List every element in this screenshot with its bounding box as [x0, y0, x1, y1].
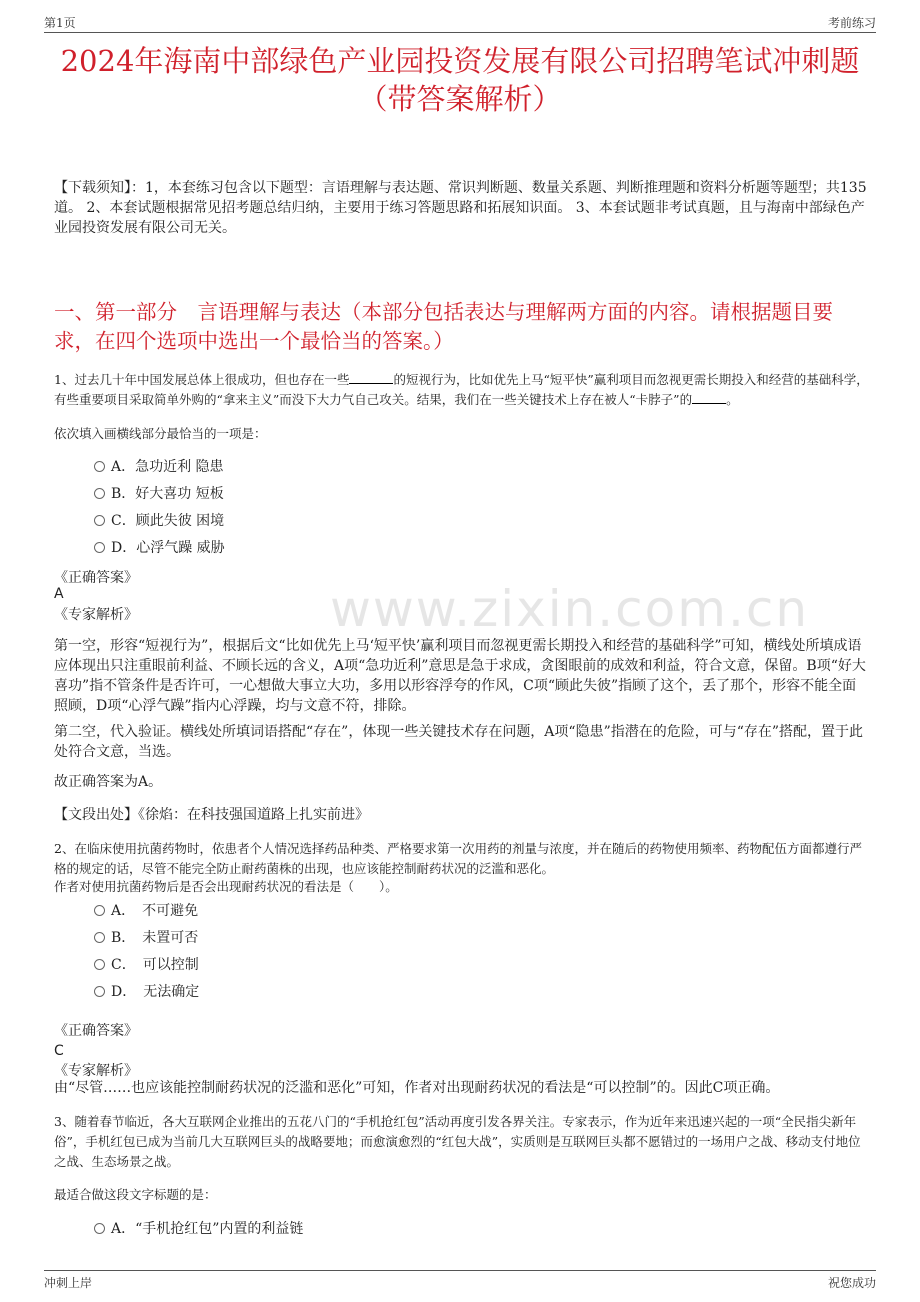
radio-icon[interactable]	[94, 1223, 105, 1234]
section-heading: 一、第一部分 言语理解与表达（本部分包括表达与理解两方面的内容。请根据题目要求，在四个选项中选出一个最恰当的答案。）	[54, 300, 833, 353]
q1-source: 【文段出处】《徐焰：在科技强国道路上扎实前进》	[54, 807, 369, 823]
q2-analysis: 由“尽管……也应该能控制耐药状况的泛滥和恶化”可知，作者对出现耐药状况的看法是“可以控制”的。因此C项正确。	[54, 1080, 780, 1096]
page-footer	[44, 1270, 876, 1291]
q1-analysis-para-3: 故正确答案为A。	[54, 774, 163, 790]
q1-analysis-label: 《专家解析》	[54, 607, 138, 623]
download-notice: 【下载须知】：1，本套练习包含以下题型：言语理解与表达题、常识判断题、数量关系题、判断推理题和资料分析题等题型；共135道。 2、本套试题根据常见招考题总结归纳，主要用于练习答题思路和拓展知识面。 3、本套试题非考试真题，且与海南中部绿色产业园投资发展有限公司无关。	[54, 180, 867, 236]
question-1-prompt: 依次填入画横线部分最恰当的一项是：	[54, 426, 267, 441]
question-2-text: 2、在临床使用抗菌药物时，依患者个人情况选择药品种类、严格要求第一次用药的剂量与浓度，并在随后的药物使用频率、药物配伍方面都遵行严格的规定的话，尽管不能完全防止耐药菌株的出现，也应该能控制耐药状况的泛滥和恶化。	[54, 841, 862, 876]
radio-icon[interactable]	[94, 488, 105, 499]
q2-option-c[interactable]: C． 可以控制	[94, 955, 199, 975]
q1-analysis-para-1: 第一空，形容“短视行为”，根据后文“比如优先上马‘短平快’赢利项目而忽视更需长期投入和经营的基础科学”可知，横线处所填成语应体现出只注重眼前利益、不顾长远的含义，A项“急功近利”意思是急于求成，贪图眼前的成效和利益，符合文意，保留。B项“好大喜功”指不管条件是否许可，一心想做大事立大功，多用以形容浮夸的作风，C项“顾此失彼”指顾了这个，丢了那个，形容不能全面照顾，D项“心浮气躁”指内心浮躁，均与文意不符，排除。	[54, 638, 866, 714]
page-header	[44, 14, 876, 33]
q1-option-d[interactable]: D．心浮气躁 威胁	[94, 538, 225, 558]
q2-option-a[interactable]: A． 不可避免	[94, 901, 198, 921]
question-3-prompt: 最适合做这段文字标题的是：	[54, 1187, 217, 1202]
question-3-text: 3、随着春节临近，各大互联网企业推出的五花八门的“手机抢红包”活动再度引发各界关注。专家表示，作为近年来迅速兴起的一项“全民指尖新年俗”，手机红包已成为当前几大互联网巨头的战略要地；而愈演愈烈的“红包大战”，实质则是互联网巨头都不愿错过的一场用户之战、移动支付地位之战、生态场景之战。	[54, 1114, 861, 1169]
radio-icon[interactable]	[94, 542, 105, 553]
page-number: 第1页	[44, 16, 76, 30]
q1-option-c[interactable]: C．顾此失彼 困境	[94, 511, 224, 531]
q2-option-d[interactable]: D． 无法确定	[94, 982, 199, 1002]
q1-option-a[interactable]: A．急功近利 隐患	[94, 457, 224, 477]
radio-icon[interactable]	[94, 461, 105, 472]
q3-option-a[interactable]: A．“手机抢红包”内置的利益链	[94, 1219, 303, 1239]
q2-analysis-label: 《专家解析》	[54, 1063, 138, 1079]
radio-icon[interactable]	[94, 905, 105, 916]
document-title	[40, 42, 880, 118]
radio-icon[interactable]	[94, 515, 105, 526]
question-2-prompt: 作者对使用抗菌药物后是否会出现耐药状况的看法是（ ）。	[54, 879, 398, 894]
header-label: 考前练习	[827, 16, 876, 30]
question-1-text: 1、过去几十年中国发展总体上很成功，但也存在一些 的短视行为，比如优先上马“短平快”赢利项目而忽视更需长期投入和经营的基础科学，有些重要项目采取简单外购的“拿来主义”而没下大力气自己攻关。结果，我们在一些关键技术上存在被人“卡脖子”的 。	[54, 372, 869, 407]
title-line-1: 2024年海南中部绿色产业园投资发展有限公司招聘笔试冲刺题	[60, 44, 860, 78]
q2-answer-label: 《正确答案》	[54, 1023, 138, 1039]
radio-icon[interactable]	[94, 959, 105, 970]
radio-icon[interactable]	[94, 932, 105, 943]
q1-analysis-para-2: 第二空，代入验证。横线处所填词语搭配“存在”，体现一些关键技术存在问题，A项“隐患”指潜在的危险，可与“存在”搭配，置于此处符合文意，当选。	[54, 724, 864, 760]
radio-icon[interactable]	[94, 986, 105, 997]
footer-right: 祝您成功	[827, 1276, 876, 1290]
q1-answer: A	[54, 586, 64, 602]
title-line-2: （带答案解析）	[358, 82, 562, 116]
q1-option-b[interactable]: B．好大喜功 短板	[94, 484, 224, 504]
q2-answer: C	[54, 1043, 64, 1059]
q2-option-b[interactable]: B． 未置可否	[94, 928, 198, 948]
q1-answer-label: 《正确答案》	[54, 570, 138, 586]
footer-left: 冲刺上岸	[44, 1276, 93, 1290]
watermark: www.zixin.com.cn	[330, 580, 810, 638]
